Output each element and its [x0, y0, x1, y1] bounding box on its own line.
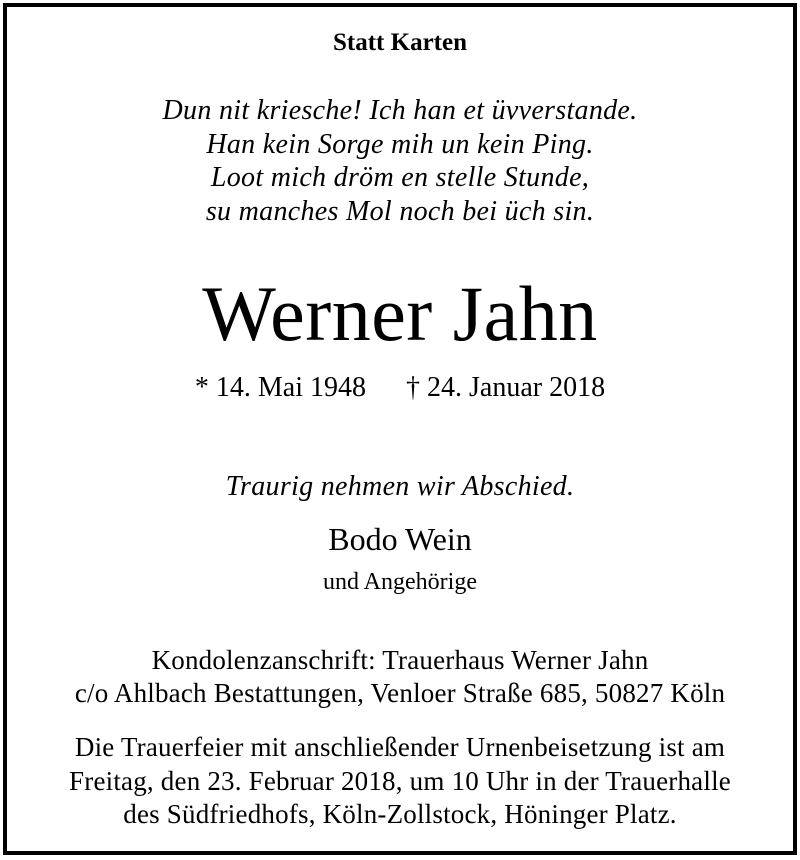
- death-date: † 24. Januar 2018: [406, 372, 606, 403]
- life-dates: [0, 374, 800, 402]
- ceremony-line: Freitag, den 23. Februar 2018, um 10 Uhr in der Trauerhalle: [69, 766, 731, 796]
- ceremony-line: des Südfriedhofs, Köln-Zollstock, Höninger Platz.: [123, 799, 677, 829]
- notice-header: Statt Karten: [333, 29, 467, 56]
- mourner-name: Bodo Wein: [328, 521, 472, 557]
- poem-line: Loot mich dröm en stelle Stunde,: [210, 162, 590, 193]
- poem-line: Dun nit kriesche! Ich han et üvverstande.: [162, 95, 638, 126]
- condolence-address-line: Kondolenzanschrift: Trauerhaus Werner Jahn: [151, 645, 649, 675]
- ceremony-line: Die Trauerfeier mit anschließender Urnenbeisetzung ist am: [74, 732, 726, 762]
- relatives-text: und Angehörige: [323, 569, 477, 595]
- farewell-text: Traurig nehmen wir Abschied.: [225, 471, 575, 502]
- condolence-address-line: c/o Ahlbach Bestattungen, Venloer Straße 685, 50827 Köln: [74, 678, 726, 708]
- poem-line: Han kein Sorge mih un kein Ping.: [206, 129, 594, 160]
- birth-date: * 14. Mai 1948: [194, 372, 367, 403]
- deceased-name: Werner Jahn: [202, 270, 598, 357]
- poem-line: su manches Mol noch bei üch sin.: [205, 196, 595, 227]
